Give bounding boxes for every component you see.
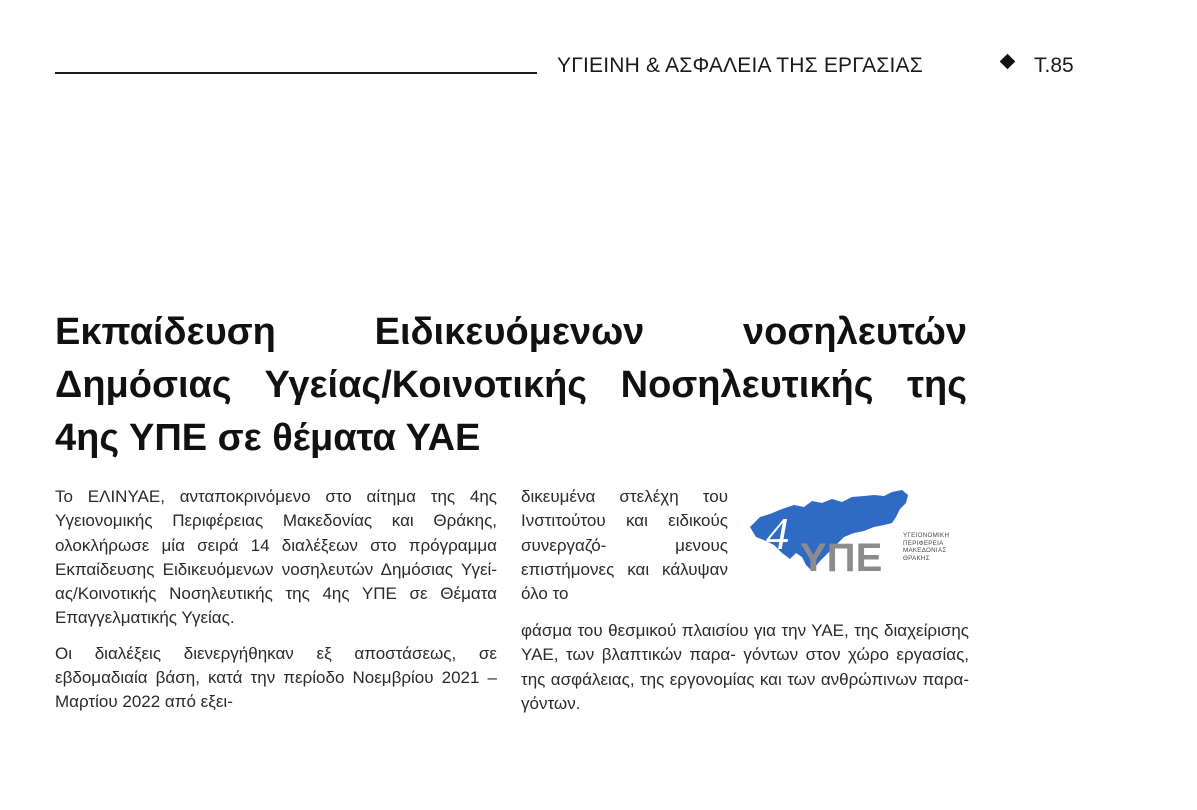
- article-paragraph-2-end: φάσμα του θεσμικού πλαισίου για την ΥΑΕ, της διαχείρισης ΥΑΕ, των βλαπτικών παρα- γόντων στον χώρο εργασίας, της ασφάλειας, της εργονομίας και των ανθρώπινων παρα- γόντων.: [521, 621, 969, 713]
- article-column-left: [55, 485, 497, 715]
- article-paragraph-2-continued: δικευμένα στελέχη του Ινστιτούτου και ειδικούς συνεργαζό- μενους επιστήμονες και κάλυψαν όλο το: [521, 487, 728, 604]
- article-column-right-top: [521, 485, 728, 606]
- article-paragraph-2-start: Οι διαλέξεις διενεργήθηκαν εξ αποστάσεως, σε εβδομαδιαία βάση, κατά την περίοδο Νοεμβρίου 2021 – Μαρτίου 2022 από εξει-: [55, 643, 497, 712]
- logo-wordmark: ΥΠΕ: [800, 536, 883, 577]
- section-title: ΥΓΙΕΙΝΗ & ΑΣΦΑΛΕΙΑ ΤΗΣ ΕΡΓΑΣΙΑΣ: [557, 54, 923, 77]
- logo-numeral: 4: [766, 508, 789, 559]
- article-headline: Εκπαίδευση Ειδικευόμενων νοσηλευτών Δημόσιας Υγείας/Κοινοτικής Νοσηλευτικής της 4ης ΥΠΕ σε θέματα ΥΑΕ: [55, 311, 967, 459]
- header-rule: [55, 72, 537, 74]
- logo-caption: ΥΓΕΙΟΝΟΜΙΚΗ ΠΕΡΙΦΕΡΕΙΑ ΜΑΚΕΔΟΝΙΑΣ ΘΡΑΚΗΣ: [903, 532, 950, 562]
- issue-number: Τ.85: [1034, 54, 1074, 77]
- diamond-bullet-icon: [1000, 54, 1016, 70]
- article-column-right-bottom: [521, 619, 969, 716]
- article-paragraph-1: Το ΕΛΙΝΥΑΕ, ανταποκρινόμενο στο αίτημα της 4ης Υγειονομικής Περιφέρειας Μακεδονίας και Θράκης, ολοκλήρωσε μία σειρά 14 διαλέξεων στο πρόγραμμα Εκπαίδευσης Ειδικευόμενων νοσηλευτών Δημόσιας Υγείας/Κοινοτικής Νοσηλευτικής της 4ης ΥΠΕ σε Θέματα Επαγγελματικής Υγείας.: [55, 487, 497, 628]
